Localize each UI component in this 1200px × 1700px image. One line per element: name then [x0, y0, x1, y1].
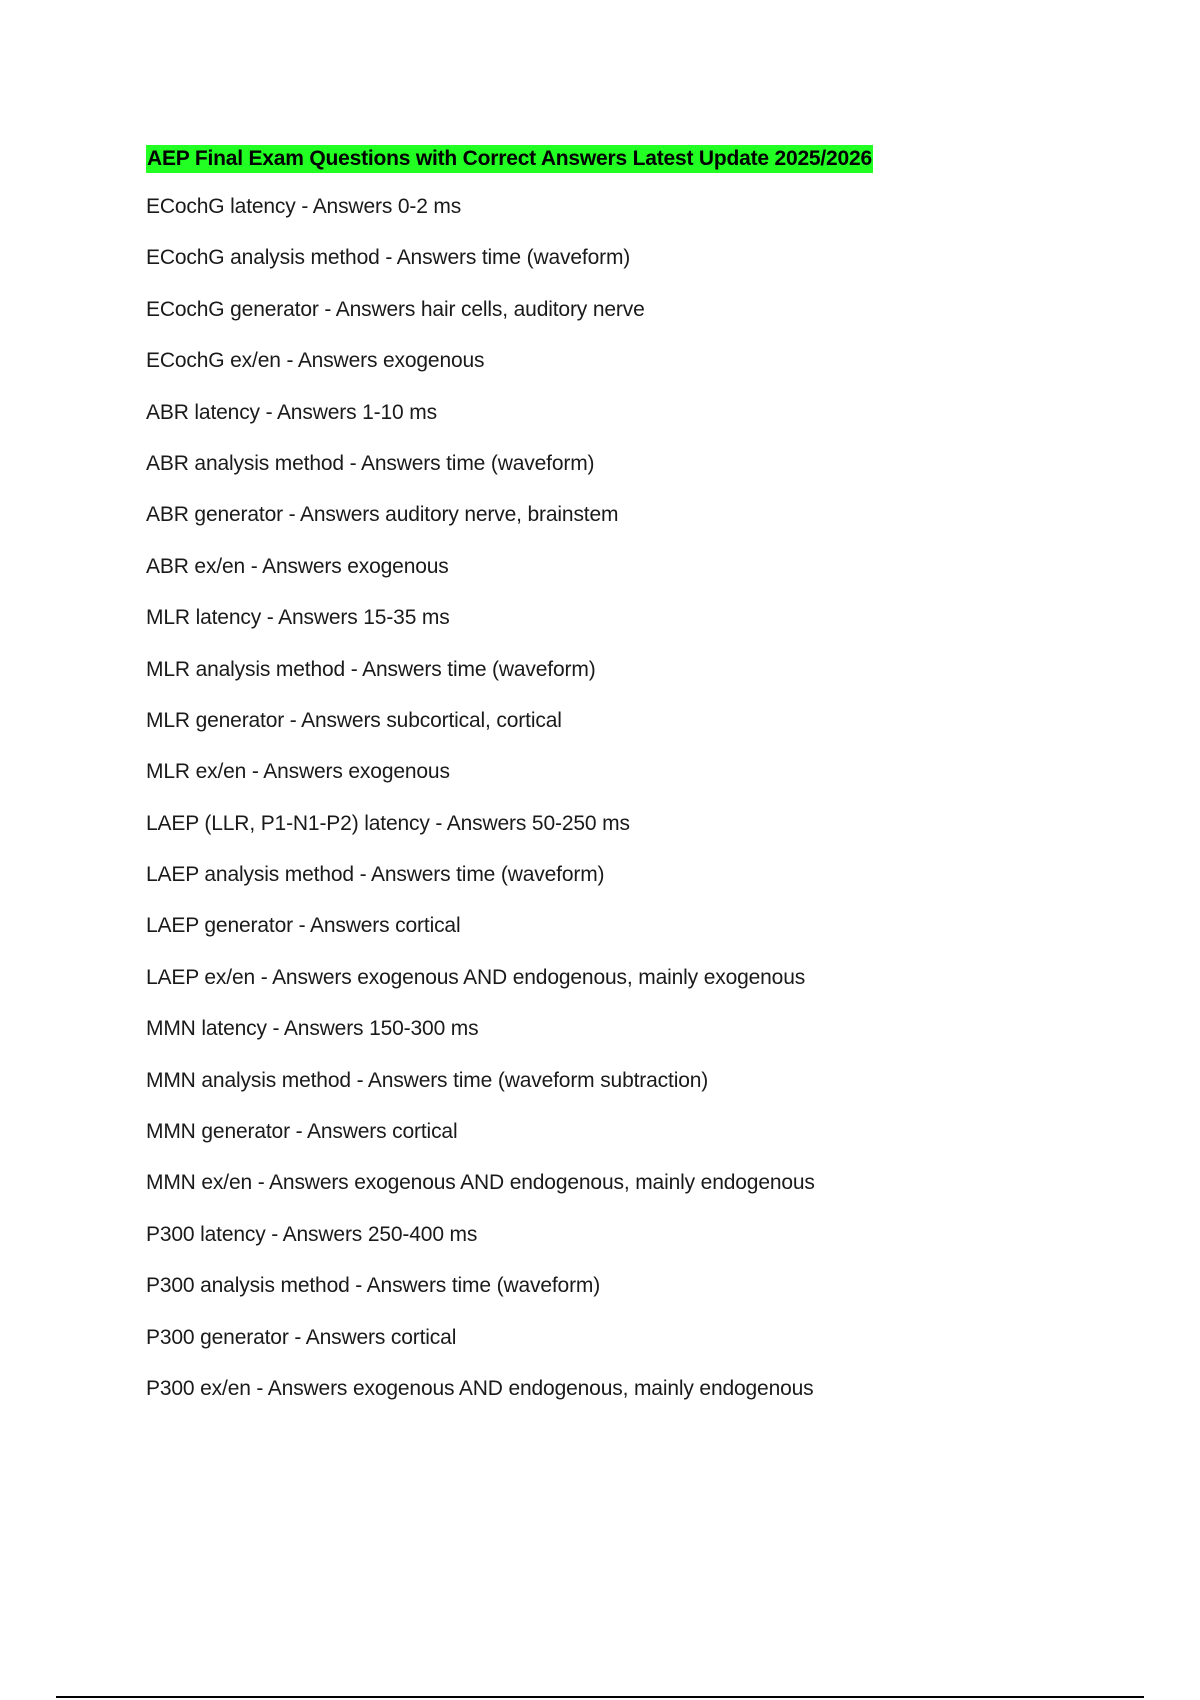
qa-item: LAEP generator - Answers cortical [146, 914, 461, 938]
qa-item: P300 generator - Answers cortical [146, 1325, 457, 1349]
qa-item: MMN generator - Answers cortical [146, 1120, 458, 1144]
document-title: AEP Final Exam Questions with Correct Answers Latest Update 2025/2026 [146, 145, 873, 173]
qa-item: MMN ex/en - Answers exogenous AND endogenous, mainly endogenous [146, 1171, 815, 1195]
qa-item: P300 ex/en - Answers exogenous AND endogenous, mainly endogenous [146, 1376, 814, 1400]
qa-item: ABR ex/en - Answers exogenous [146, 554, 449, 578]
qa-list [146, 193, 815, 1426]
qa-item: MLR generator - Answers subcortical, cortical [146, 708, 562, 732]
footer-divider [56, 1696, 1144, 1698]
qa-item: ECochG ex/en - Answers exogenous [146, 349, 485, 373]
qa-item: MLR analysis method - Answers time (waveform) [146, 657, 596, 681]
qa-item: ABR generator - Answers auditory nerve, brainstem [146, 503, 619, 527]
title-block [146, 145, 873, 173]
qa-item: MMN latency - Answers 150-300 ms [146, 1017, 479, 1041]
qa-item: P300 analysis method - Answers time (waveform) [146, 1274, 601, 1298]
qa-item: MMN analysis method - Answers time (waveform subtraction) [146, 1068, 709, 1092]
qa-item: ABR analysis method - Answers time (waveform) [146, 451, 595, 475]
qa-item: P300 latency - Answers 250-400 ms [146, 1222, 478, 1246]
qa-item: LAEP analysis method - Answers time (waveform) [146, 863, 605, 887]
qa-item: MLR latency - Answers 15-35 ms [146, 606, 450, 630]
qa-item: LAEP (LLR, P1-N1-P2) latency - Answers 50-250 ms [146, 811, 630, 835]
qa-item: ABR latency - Answers 1-10 ms [146, 400, 437, 424]
qa-item: ECochG latency - Answers 0-2 ms [146, 195, 462, 218]
qa-item: ECochG generator - Answers hair cells, auditory nerve [146, 297, 645, 321]
qa-item: MLR ex/en - Answers exogenous [146, 760, 450, 784]
qa-item: LAEP ex/en - Answers exogenous AND endogenous, mainly exogenous [146, 965, 806, 989]
qa-item: ECochG analysis method - Answers time (waveform) [146, 246, 631, 270]
